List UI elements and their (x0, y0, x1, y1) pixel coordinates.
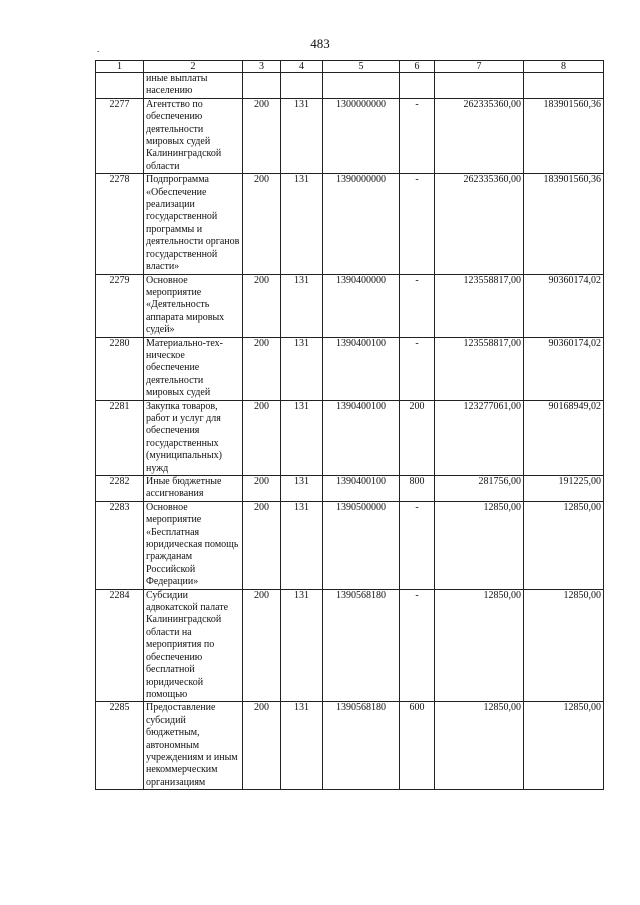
target-article-code-cell (323, 73, 400, 99)
row-number-cell: 2280 (96, 337, 144, 400)
expense-type-code-cell: 800 (400, 476, 435, 502)
section-code-cell (281, 73, 323, 99)
row-name-cell: Основное мероприятие «Деятельность аппарата мировых судей» (144, 274, 243, 337)
column-header: 3 (243, 61, 281, 73)
target-article-code-cell: 1390568180 (323, 589, 400, 702)
target-article-code-cell: 1390400100 (323, 400, 400, 475)
table-row (96, 589, 604, 702)
table-row (96, 501, 604, 589)
row-name-cell: Предоставление субсидий бюджетным, автономным учреждениям и иным некоммерческим организациям (144, 702, 243, 790)
planned-amount-cell: 123277061,00 (435, 400, 524, 475)
row-number-cell: 2279 (96, 274, 144, 337)
expense-type-code-cell: - (400, 174, 435, 274)
table-row (96, 98, 604, 173)
ministry-code-cell: 200 (243, 174, 281, 274)
planned-amount-cell: 123558817,00 (435, 274, 524, 337)
column-header: 2 (144, 61, 243, 73)
planned-amount-cell: 12850,00 (435, 501, 524, 589)
expense-type-code-cell: - (400, 501, 435, 589)
ministry-code-cell: 200 (243, 400, 281, 475)
expense-type-code-cell: - (400, 589, 435, 702)
executed-amount-cell: 90360174,02 (524, 337, 604, 400)
expense-type-code-cell: 600 (400, 702, 435, 790)
executed-amount-cell: 90168949,02 (524, 400, 604, 475)
target-article-code-cell: 1300000000 (323, 98, 400, 173)
column-header: 6 (400, 61, 435, 73)
executed-amount-cell: 12850,00 (524, 589, 604, 702)
ministry-code-cell: 200 (243, 501, 281, 589)
table-row (96, 400, 604, 475)
executed-amount-cell: 12850,00 (524, 702, 604, 790)
column-header: 1 (96, 61, 144, 73)
row-name-cell: иные выплаты населению (144, 73, 243, 99)
section-code-cell: 131 (281, 337, 323, 400)
planned-amount-cell: 12850,00 (435, 589, 524, 702)
row-number-cell: 2284 (96, 589, 144, 702)
planned-amount-cell: 262335360,00 (435, 174, 524, 274)
row-number-cell: 2282 (96, 476, 144, 502)
table-row (96, 274, 604, 337)
section-code-cell: 131 (281, 702, 323, 790)
planned-amount-cell (435, 73, 524, 99)
executed-amount-cell: 183901560,36 (524, 98, 604, 173)
target-article-code-cell: 1390000000 (323, 174, 400, 274)
row-number-cell: 2285 (96, 702, 144, 790)
target-article-code-cell: 1390568180 (323, 702, 400, 790)
executed-amount-cell (524, 73, 604, 99)
row-name-cell: Агентство по обеспечению деятельности мировых судей Калининградской области (144, 98, 243, 173)
row-name-cell: Закупка товаров, работ и услуг для обеспечения государственных (муниципальных) нужд (144, 400, 243, 475)
executed-amount-cell: 12850,00 (524, 501, 604, 589)
ministry-code-cell: 200 (243, 274, 281, 337)
target-article-code-cell: 1390400000 (323, 274, 400, 337)
row-name-cell: Субсидии адвокатской палате Калининградской области на мероприятия по обеспечению бесплатной юридической помощью (144, 589, 243, 702)
ministry-code-cell: 200 (243, 702, 281, 790)
table-row (96, 702, 604, 790)
section-code-cell: 131 (281, 589, 323, 702)
table-row (96, 174, 604, 274)
planned-amount-cell: 12850,00 (435, 702, 524, 790)
column-header: 4 (281, 61, 323, 73)
expense-type-code-cell: 200 (400, 400, 435, 475)
column-header: 7 (435, 61, 524, 73)
row-name-cell: Иные бюджетные ассигнования (144, 476, 243, 502)
column-header: 8 (524, 61, 604, 73)
section-code-cell: 131 (281, 274, 323, 337)
table-body (96, 73, 604, 790)
ministry-code-cell: 200 (243, 337, 281, 400)
column-header: 5 (323, 61, 400, 73)
table-row (96, 476, 604, 502)
ministry-code-cell: 200 (243, 476, 281, 502)
section-code-cell: 131 (281, 501, 323, 589)
table-row (96, 73, 604, 99)
ministry-code-cell (243, 73, 281, 99)
row-number-cell: 2278 (96, 174, 144, 274)
section-code-cell: 131 (281, 98, 323, 173)
target-article-code-cell: 1390400100 (323, 337, 400, 400)
executed-amount-cell: 90360174,02 (524, 274, 604, 337)
expense-type-code-cell: - (400, 274, 435, 337)
table-row (96, 337, 604, 400)
row-number-cell: 2277 (96, 98, 144, 173)
expense-type-code-cell: - (400, 98, 435, 173)
budget-table (95, 60, 604, 790)
target-article-code-cell: 1390400100 (323, 476, 400, 502)
page-number: 483 (310, 36, 330, 51)
planned-amount-cell: 262335360,00 (435, 98, 524, 173)
row-name-cell: Основное мероприятие «Бесплатная юридическая помощь гражданам Российской Федерации» (144, 501, 243, 589)
row-name-cell: Подпрограмма «Обеспечение реализации государственной программы и деятельности органов государственной власти» (144, 174, 243, 274)
target-article-code-cell: 1390500000 (323, 501, 400, 589)
expense-type-code-cell: - (400, 337, 435, 400)
executed-amount-cell: 191225,00 (524, 476, 604, 502)
page-mark: . (97, 44, 100, 54)
expense-type-code-cell (400, 73, 435, 99)
header-row (96, 61, 604, 73)
row-number-cell: 2281 (96, 400, 144, 475)
planned-amount-cell: 123558817,00 (435, 337, 524, 400)
section-code-cell: 131 (281, 400, 323, 475)
planned-amount-cell: 281756,00 (435, 476, 524, 502)
ministry-code-cell: 200 (243, 98, 281, 173)
section-code-cell: 131 (281, 476, 323, 502)
executed-amount-cell: 183901560,36 (524, 174, 604, 274)
row-name-cell: Материально-тех-ническое обеспечение деятельности мировых судей (144, 337, 243, 400)
section-code-cell: 131 (281, 174, 323, 274)
row-number-cell: 2283 (96, 501, 144, 589)
row-number-cell (96, 73, 144, 99)
ministry-code-cell: 200 (243, 589, 281, 702)
